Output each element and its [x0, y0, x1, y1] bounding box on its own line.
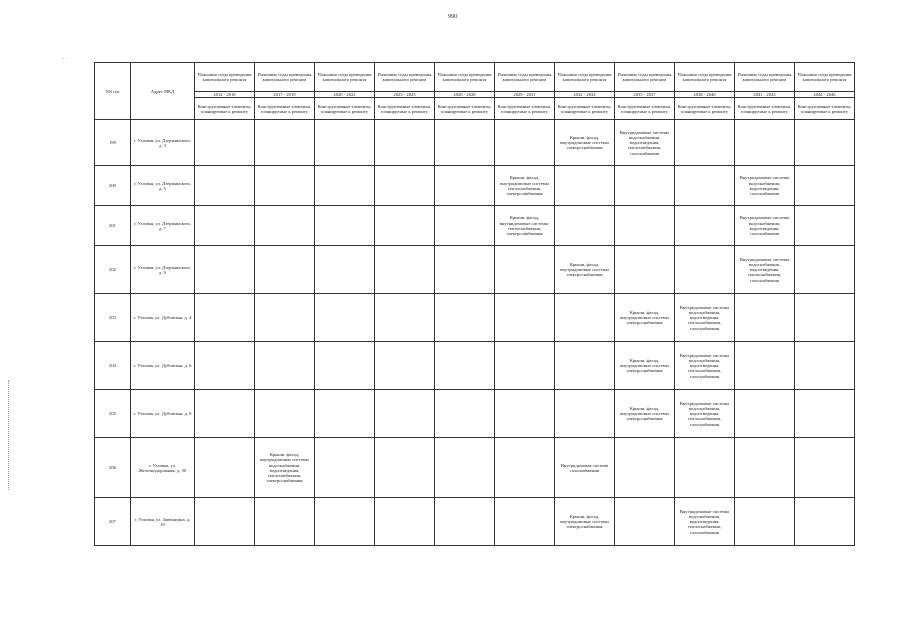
header-num: NN п/п [95, 63, 131, 120]
repair-elements-cell: Крыши, фасад, внутридомовые системы электроснабжения [615, 390, 675, 438]
row-number: 202 [95, 246, 131, 294]
repair-elements-cell [735, 294, 795, 342]
repair-elements-cell: Внутридомовые системы водоснабжения, водоотведения, теплоснабжения, газоснабжения [675, 498, 735, 546]
header-period-label: Плановые годы проведения капитального ремонта [615, 63, 675, 92]
header-period-years: 2020 - 2022 [315, 92, 375, 98]
repair-elements-cell [795, 342, 855, 390]
repair-elements-cell [195, 342, 255, 390]
repair-elements-cell [255, 294, 315, 342]
header-period-label: Плановые годы проведения капитального ремонта [795, 63, 855, 92]
repair-elements-cell [315, 206, 375, 246]
repair-elements-cell [375, 498, 435, 546]
repair-elements-cell [615, 206, 675, 246]
repair-elements-cell [555, 294, 615, 342]
repair-elements-cell [315, 246, 375, 294]
repair-elements-cell [195, 498, 255, 546]
header-period-label: Плановые годы проведения капитального ремонта [495, 63, 555, 92]
repair-elements-cell [495, 246, 555, 294]
table-row [95, 438, 855, 498]
header-elements-label: Конструктивные элементы, планируемые к ремонту [615, 98, 675, 120]
row-address: г. Узловая, ул. Дзержинского, д. 7 [131, 206, 195, 246]
repair-elements-cell: Крыши, фасад, внутридомовые системы электроснабжения [555, 120, 615, 166]
repair-elements-cell [495, 120, 555, 166]
row-number: 206 [95, 438, 131, 498]
repair-elements-cell [375, 246, 435, 294]
repair-elements-cell [315, 166, 375, 206]
repair-elements-cell [675, 206, 735, 246]
header-elements-label: Конструктивные элементы, планируемые к ремонту [195, 98, 255, 120]
repair-elements-cell [315, 120, 375, 166]
header-period-years: 2026 - 2028 [435, 92, 495, 98]
repair-elements-cell [495, 294, 555, 342]
header-elements-label: Конструктивные элементы, планируемые к ремонту [435, 98, 495, 120]
table-row [95, 390, 855, 438]
repair-elements-cell [195, 206, 255, 246]
repair-elements-cell: Внутридомовые системы водоснабжения, водоотведения, теплоснабжения, газоснабжения [735, 246, 795, 294]
header-period-label: Плановые годы проведения капитального ремонта [675, 63, 735, 92]
row-address: г. Узловая, ул. Завенягина, д. 10 [131, 498, 195, 546]
repair-elements-cell [195, 120, 255, 166]
row-address: г. Узловая, ул. Дзержинского, д. 9 [131, 246, 195, 294]
repair-elements-cell [795, 120, 855, 166]
row-number: 205 [95, 390, 131, 438]
header-elements-label: Конструктивные элементы, планируемые к ремонту [255, 98, 315, 120]
header-period-label: Плановые годы проведения капитального ремонта [435, 63, 495, 92]
table-body [95, 120, 855, 546]
header-elements-row [95, 98, 855, 120]
repair-elements-cell: Крыши, фасад, внутридомовые системы электроснабжения [615, 342, 675, 390]
repair-elements-cell: Крыши, фасад, внутридомовые системы электроснабжения [615, 294, 675, 342]
repair-elements-cell [315, 438, 375, 498]
repair-elements-cell: Крыши, фасад, внутридомовые системы водоснабжения, водоотведения, теплоснабжения, электроснабжения [255, 438, 315, 498]
repair-elements-cell [255, 246, 315, 294]
repair-elements-cell [255, 166, 315, 206]
repair-elements-cell [795, 294, 855, 342]
header-period-years: 2044 - 2046 [795, 92, 855, 98]
repair-elements-cell [435, 390, 495, 438]
row-address: г. Узловая, ул. Дубовская, д. 4 [131, 294, 195, 342]
capital-repair-schedule-table [94, 62, 855, 546]
header-period-years: 2017 - 2019 [255, 92, 315, 98]
repair-elements-cell [375, 166, 435, 206]
header-period-label: Плановые годы проведения капитального ремонта [255, 63, 315, 92]
repair-elements-cell [795, 498, 855, 546]
repair-elements-cell [795, 166, 855, 206]
repair-elements-cell [675, 438, 735, 498]
row-address: г. Узловая, ул. Дубовская, д. 8 [131, 390, 195, 438]
table-row [95, 166, 855, 206]
repair-elements-cell [615, 166, 675, 206]
repair-elements-cell [675, 166, 735, 206]
header-period-row [95, 63, 855, 92]
row-number: 203 [95, 294, 131, 342]
header-period-label: Плановые годы проведения капитального ремонта [315, 63, 375, 92]
header-period-label: Плановые годы проведения капитального ремонта [375, 63, 435, 92]
header-period-label: Плановые годы проведения капитального ремонта [735, 63, 795, 92]
repair-elements-cell [195, 438, 255, 498]
repair-elements-cell [255, 498, 315, 546]
repair-elements-cell [555, 390, 615, 438]
header-elements-label: Конструктивные элементы, планируемые к ремонту [735, 98, 795, 120]
repair-elements-cell [435, 120, 495, 166]
repair-elements-cell [315, 390, 375, 438]
row-number: 200 [95, 166, 131, 206]
repair-elements-cell [195, 246, 255, 294]
table-header [95, 63, 855, 120]
header-elements-label: Конструктивные элементы, планируемые к ремонту [375, 98, 435, 120]
repair-elements-cell [435, 206, 495, 246]
repair-elements-cell [255, 206, 315, 246]
repair-elements-cell: Крыши, фасад, внутридомовые системы электроснабжения [555, 246, 615, 294]
repair-elements-cell [375, 438, 435, 498]
row-number: 201 [95, 206, 131, 246]
table-row [95, 342, 855, 390]
header-elements-label: Конструктивные элементы, планируемые к ремонту [675, 98, 735, 120]
row-number: 199 [95, 120, 131, 166]
repair-elements-cell [255, 342, 315, 390]
header-period-years: 2014 - 2016 [195, 92, 255, 98]
header-elements-label: Конструктивные элементы, планируемые к ремонту [795, 98, 855, 120]
repair-elements-cell [495, 390, 555, 438]
repair-elements-cell [795, 438, 855, 498]
repair-elements-cell [375, 294, 435, 342]
repair-elements-cell [435, 246, 495, 294]
repair-elements-cell [555, 166, 615, 206]
repair-elements-cell [315, 294, 375, 342]
repair-elements-cell [735, 390, 795, 438]
repair-elements-cell [195, 390, 255, 438]
row-address: г. Узловая, ул. Дзержинского, д. 3 [131, 120, 195, 166]
repair-elements-cell [735, 438, 795, 498]
header-period-years: 2029 - 2031 [495, 92, 555, 98]
repair-elements-cell [495, 438, 555, 498]
table-row [95, 294, 855, 342]
row-address: г. Узловая, ул. Дзержинского, д. 5 [131, 166, 195, 206]
repair-elements-cell [195, 294, 255, 342]
repair-elements-cell [495, 498, 555, 546]
repair-elements-cell: Внутридомовые системы водоснабжения, водоотведения, теплоснабжения, газоснабжения [675, 390, 735, 438]
repair-elements-cell [675, 246, 735, 294]
row-address: г. Узловая, ул. Дубовская, д. 6 [131, 342, 195, 390]
row-number: 207 [95, 498, 131, 546]
repair-elements-cell: Внутридомовые системы водоснабжения, водоотведения, теплоснабжения, газоснабжения [615, 120, 675, 166]
row-number: 204 [95, 342, 131, 390]
header-period-years: 2035 - 2037 [615, 92, 675, 98]
header-period-years: 2023 - 2025 [375, 92, 435, 98]
repair-elements-cell [495, 342, 555, 390]
repair-elements-cell [315, 498, 375, 546]
repair-elements-cell: Крыши, фасад, внутридомовые системы электроснабжения [555, 498, 615, 546]
table-row [95, 120, 855, 166]
repair-elements-cell [435, 166, 495, 206]
repair-elements-cell [735, 498, 795, 546]
repair-elements-cell [615, 498, 675, 546]
repair-elements-cell: Внутридомовые системы водоснабжения, водоотведения, газоснабжения [735, 166, 795, 206]
repair-elements-cell [555, 206, 615, 246]
repair-elements-cell [375, 206, 435, 246]
scan-mark: - · [62, 56, 68, 62]
repair-elements-cell [555, 342, 615, 390]
repair-elements-cell [255, 390, 315, 438]
row-address: г. Узловая, ул. Железнодорожная, д. 30 [131, 438, 195, 498]
repair-elements-cell: Внутридомовые системы водоснабжения, водоотведения, газоснабжения [735, 206, 795, 246]
repair-elements-cell [675, 120, 735, 166]
repair-elements-cell [315, 342, 375, 390]
table-row [95, 206, 855, 246]
repair-elements-cell [795, 246, 855, 294]
scan-edge-line [8, 380, 9, 490]
header-period-label: Плановые годы проведения капитального ремонта [555, 63, 615, 92]
repair-elements-cell [375, 390, 435, 438]
repair-elements-cell: Внутридомовая система газоснабжения [555, 438, 615, 498]
header-period-years: 2041 - 2043 [735, 92, 795, 98]
repair-elements-cell [255, 120, 315, 166]
repair-elements-cell [375, 120, 435, 166]
repair-elements-cell [435, 342, 495, 390]
repair-elements-cell: Внутридомовые системы водоснабжения, водоотведения, теплоснабжения, газоснабжения [675, 342, 735, 390]
repair-elements-cell [435, 498, 495, 546]
repair-elements-cell [795, 206, 855, 246]
header-elements-label: Конструктивные элементы, планируемые к ремонту [555, 98, 615, 120]
table-row [95, 498, 855, 546]
header-period-label: Плановые годы проведения капитального ремонта [195, 63, 255, 92]
repair-elements-cell [795, 390, 855, 438]
page-number: 990 [448, 14, 457, 20]
repair-elements-cell [735, 120, 795, 166]
repair-elements-cell [435, 438, 495, 498]
header-period-years: 2032 - 2034 [555, 92, 615, 98]
repair-elements-cell [735, 342, 795, 390]
header-elements-label: Конструктивные элементы, планируемые к ремонту [495, 98, 555, 120]
repair-elements-cell [615, 246, 675, 294]
header-address: Адрес МКД [131, 63, 195, 120]
table-row [95, 246, 855, 294]
repair-elements-cell: Внутридомовые системы водоснабжения, водоотведения, теплоснабжения, газоснабжения [675, 294, 735, 342]
header-elements-label: Конструктивные элементы, планируемые к ремонту [315, 98, 375, 120]
repair-elements-cell: Крыши, фасад, внутридомовые системы теплоснабжения, электроснабжения [495, 166, 555, 206]
repair-elements-cell: Крыши, фасад, внутридомовые системы: теплоснабжения, электроснабжения [495, 206, 555, 246]
repair-elements-cell [435, 294, 495, 342]
repair-elements-cell [375, 342, 435, 390]
header-period-years: 2038 - 2040 [675, 92, 735, 98]
repair-elements-cell [195, 166, 255, 206]
repair-elements-cell [615, 438, 675, 498]
